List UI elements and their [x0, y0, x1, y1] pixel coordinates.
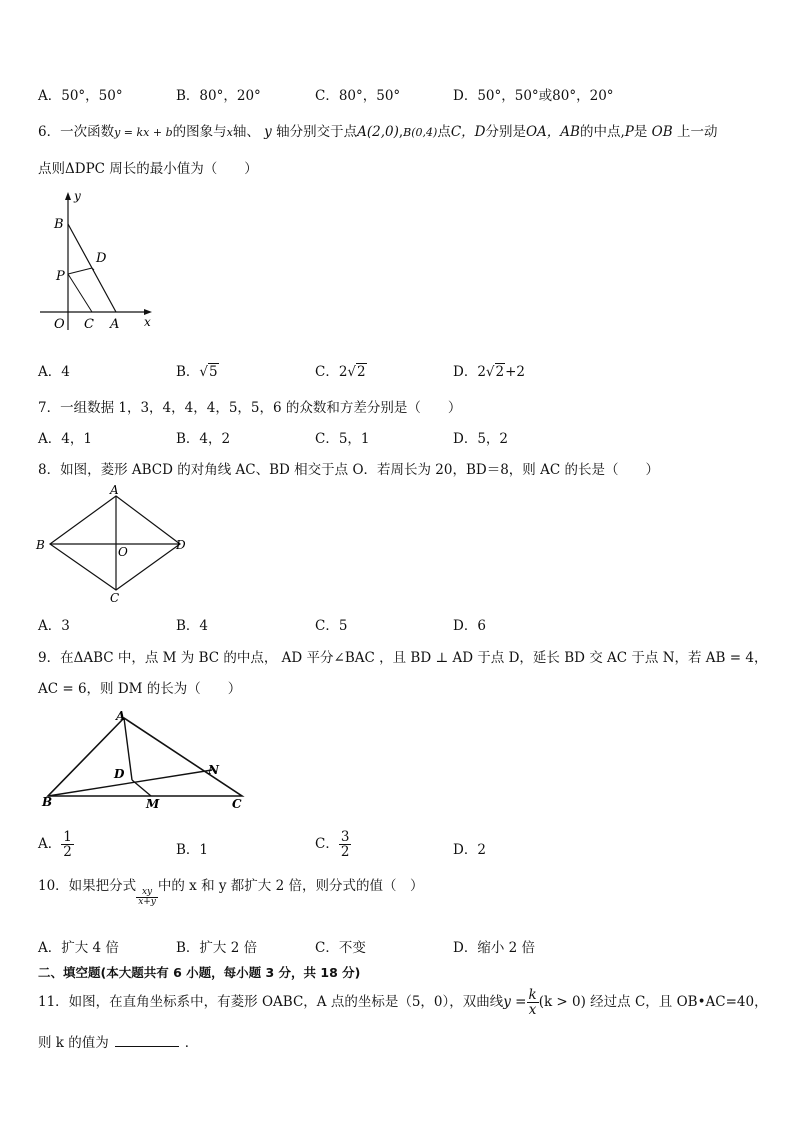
q6-text: 轴、: [232, 124, 260, 140]
q5-option-b: B．80°，20°: [176, 88, 261, 104]
q7-option-a: A．4，1: [38, 431, 92, 447]
q8-stem: 8．如图，菱形 ABCD 的对角线 AC、BD 相交于点 O．若周长为 20，BD＝8，则 AC 的长是（ ）: [38, 462, 659, 478]
q7-option-b: B．4，2: [176, 431, 231, 447]
q6-option-b: B．√5: [176, 364, 218, 380]
q8-label-c: C: [110, 591, 120, 604]
q9-option-d: D．2: [453, 842, 486, 858]
q6-label-p: P: [56, 269, 65, 284]
q6-label-o: O: [54, 317, 65, 332]
q6-option-d-prefix: D．2: [453, 364, 486, 380]
q11-stem-line2: [38, 1031, 198, 1051]
q10-text: 10．如果把分式: [38, 878, 137, 894]
q11-text: ．: [184, 1035, 199, 1051]
q9-label-n: N: [208, 763, 219, 777]
q8-label-o: O: [118, 545, 128, 559]
q8-figure: [34, 482, 194, 604]
q6-text: 上一动: [676, 124, 718, 140]
q8-option-c: C．5: [315, 618, 348, 634]
q11-answer-blank[interactable]: [115, 1046, 179, 1047]
q9-stem-line1: 9．在ΔABC 中，点 M 为 BC 的中点， AD 平分∠BAC ，且 BD ⊥ AD 于点 D，延长 BD 交 AC 于点 N，若 AB = 4，: [38, 650, 768, 666]
q7-stem: 7．一组数据 1，3，4，4，4，5，5，6 的众数和方差分别是（ ）: [38, 400, 462, 416]
q9-stem-line2: AC = 6，则 DM 的长为（ ）: [38, 681, 242, 697]
q6-option-b-prefix: B．: [176, 364, 200, 380]
q10-option-c: C．不变: [315, 940, 366, 956]
q6-label-d: D: [96, 251, 107, 266]
q6-label-b: B: [54, 217, 64, 232]
q6-text: 分别是: [485, 124, 526, 140]
q7-option-c: C．5，1: [315, 431, 370, 447]
q8-option-b: B．4: [176, 618, 209, 634]
q6-stem-line2: 点则ΔDPC 周长的最小值为（ ）: [38, 161, 258, 177]
q6-option-c-radicand: 2: [357, 364, 366, 380]
q6-figure: [36, 190, 166, 340]
q6-point-b: B(0,4): [403, 126, 438, 139]
q5-option-c: C．80°，50°: [315, 88, 401, 104]
q5-option-a: A．50°，50°: [38, 88, 123, 104]
q11-fraction-denominator: x: [528, 1002, 537, 1019]
q6-text: 是: [633, 124, 648, 140]
q11-text: (k > 0) 经过点 C，且 OB•AC=40，: [538, 994, 768, 1011]
q9-label-b: B: [42, 795, 53, 809]
q6-label-x: x: [144, 315, 151, 329]
q6-cd: C，D: [450, 124, 486, 140]
q9-option-c: [315, 830, 351, 859]
q6-point-a: A(2,0): [357, 124, 399, 140]
q9-option-c-numerator: 3: [340, 829, 350, 845]
q6-option-c: C．2√2: [315, 364, 366, 380]
q6-ob: OB: [651, 124, 673, 140]
q9-option-a-denominator: 2: [63, 844, 72, 861]
q6-text: 的中点,: [579, 124, 625, 140]
q6-oa-ab: OA，AB: [525, 124, 580, 140]
q6-p: P: [624, 124, 634, 140]
q6-label-a: A: [110, 317, 120, 332]
q6-y-var: y: [264, 124, 272, 140]
q6-option-c-prefix: C．2: [315, 364, 348, 380]
q8-option-a: A．3: [38, 618, 70, 634]
q5-option-d: D．50°，50°或80°，20°: [453, 88, 614, 104]
q6-function: y = kx + b: [114, 126, 173, 139]
q6-stem-line1: 6．一次函数y = kx + b的图象与x轴、 y 轴分别交于点A(2,0),B(0,4)点C，D分别是OA，AB的中点,P是 OB 上一动: [38, 124, 718, 140]
q10-option-d: D．缩小 2 倍: [453, 940, 535, 956]
q6-option-b-radicand: 5: [209, 364, 218, 380]
q9-option-a-numerator: 1: [63, 829, 72, 845]
q6-x-var: x: [226, 126, 233, 139]
q6-text: 6．一次函数: [38, 124, 115, 140]
q6-text: 的图象与: [172, 124, 227, 140]
q6-label-c: C: [84, 317, 94, 332]
section-heading: 二、填空题(本大题共有 6 小题，每小题 3 分，共 18 分): [38, 965, 361, 980]
q11-text: 则 k 的值为: [38, 1035, 109, 1051]
q10-option-a: A．扩大 4 倍: [38, 940, 119, 956]
q9-label-m: M: [146, 797, 160, 811]
q6-option-d-suffix: +2: [505, 364, 526, 380]
q8-label-b: B: [36, 538, 45, 552]
q6-label-y: y: [74, 190, 81, 203]
q11-stem-line1: [38, 988, 768, 1017]
q11-function-lhs: y =: [503, 994, 527, 1011]
q9-label-c: C: [232, 797, 242, 811]
q9-label-d: D: [114, 767, 125, 781]
q9-option-a-prefix: A．: [38, 836, 62, 853]
q11-fraction-numerator: k: [528, 987, 537, 1003]
q6-text: 点: [437, 124, 451, 140]
q6-option-d-radicand: 2: [495, 364, 505, 380]
q8-option-d: D．6: [453, 618, 486, 634]
q6-text: 轴分别交于点: [276, 124, 358, 140]
q10-text: 中的 x 和 y 都扩大 2 倍，则分式的值（ ）: [157, 878, 424, 894]
q8-label-d: D: [176, 538, 186, 552]
q10-option-b: B．扩大 2 倍: [176, 940, 258, 956]
q9-figure: [36, 704, 256, 812]
q11-text: 11．如图，在直角坐标系中，有菱形 OABC，A 点的坐标是（5，0），双曲线: [38, 994, 504, 1011]
q9-label-a: A: [116, 709, 126, 723]
q7-option-d: D．5，2: [453, 431, 509, 447]
q10-fraction-denominator: x+y: [138, 897, 156, 907]
q6-option-a: A．4: [38, 364, 70, 380]
q6-option-d: D．2√2+2: [453, 364, 526, 380]
q9-option-c-denominator: 2: [340, 844, 350, 861]
q10-stem: [38, 874, 423, 907]
q9-option-b: B．1: [176, 842, 209, 858]
q8-label-a: A: [110, 483, 119, 497]
q9-option-c-prefix: C．: [315, 836, 339, 853]
q9-option-a: [38, 830, 74, 859]
q10-fraction-numerator: xy: [136, 888, 158, 898]
